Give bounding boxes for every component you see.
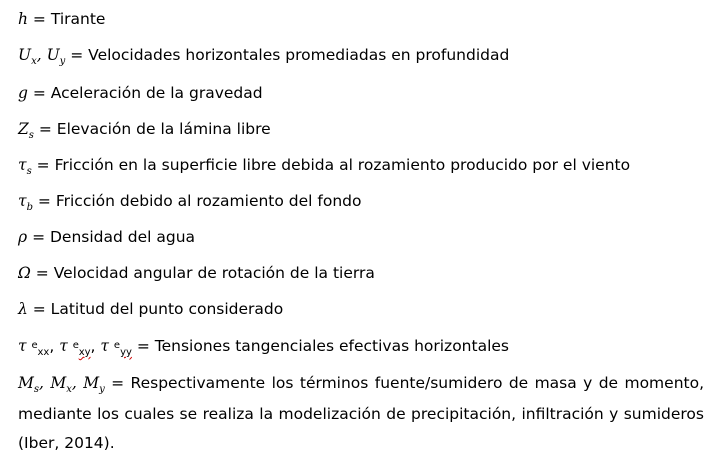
definition-text: = Aceleración de la gravedad <box>32 84 263 102</box>
definition-text: = Velocidades horizontales promediadas en profundidad <box>70 46 510 64</box>
symbol-lambda: λ <box>18 300 28 318</box>
definition-tau-s <box>18 155 630 178</box>
symbol-ms: $M_s$ <box>18 374 40 395</box>
definition-g <box>18 83 263 103</box>
symbol-tau-eyy: τ $e_{yy}$ <box>100 337 132 358</box>
symbol-tau-s: $\tau_s$ <box>18 156 32 177</box>
definition-u: $U_x$, $U_y$ = Velocidades horizontales promediadas en profundidad <box>18 46 510 67</box>
symbol-tau-exx: τ $e_{xx}$ <box>18 337 50 358</box>
symbol-g: g <box>18 84 28 102</box>
symbol-tau-exy: τ $e_{xy}$ <box>59 337 91 358</box>
definition-zs <box>18 119 271 142</box>
definition-text: = Fricción debido al rozamiento del fondo <box>37 192 362 210</box>
definition-text: = Velocidad angular de rotación de la tierra <box>35 264 375 282</box>
definition-omega <box>18 263 375 283</box>
definition-h <box>18 9 105 29</box>
definition-tensions: τ $e_{xx}$, τ $e_{xy}$, τ $e_{yy}$ = Tensiones tangenciales efectivas horizontales <box>18 337 509 358</box>
symbol-mx: $M_x$ <box>50 374 72 395</box>
definition-text: = Tirante <box>32 10 106 28</box>
definition-tau-b <box>18 191 361 214</box>
definition-lambda <box>18 299 283 319</box>
symbol-h: h <box>18 10 28 28</box>
symbol-my: $M_y$ <box>83 374 105 395</box>
definition-text: = Latitud del punto considerado <box>32 300 284 318</box>
symbol-omega: Ω <box>18 264 31 282</box>
definition-text: = Respectivamente los términos fuente/sumidero de masa y de momento, mediante los cuales se realiza la modelización de precipitación, infiltración y sumideros (Iber, 2014). <box>18 374 705 452</box>
symbol-uy: $U_y$ <box>46 46 66 67</box>
symbol-rho: ρ <box>18 228 28 246</box>
definition-text: = Fricción en la superficie libre debida al rozamiento producido por el viento <box>36 156 631 174</box>
definition-text: = Densidad del agua <box>32 228 196 246</box>
definition-text: = Tensiones tangenciales efectivas horizontales <box>136 337 509 355</box>
definition-rho <box>18 227 195 247</box>
symbol-zs: $Z_s$ <box>18 120 34 141</box>
definition-text: = Elevación de la lámina libre <box>38 120 271 138</box>
symbol-ux: $U_x$ <box>18 46 37 67</box>
symbol-tau-b: $\tau_b$ <box>18 192 33 213</box>
definition-sources: $M_s$, $M_x$, $M_y$ = Respectivamente los términos fuente/sumidero de masa y de momento, mediante los cuales se realiza la modelización de precipitación, infiltración y sumideros (Iber, 2014). <box>18 374 705 452</box>
